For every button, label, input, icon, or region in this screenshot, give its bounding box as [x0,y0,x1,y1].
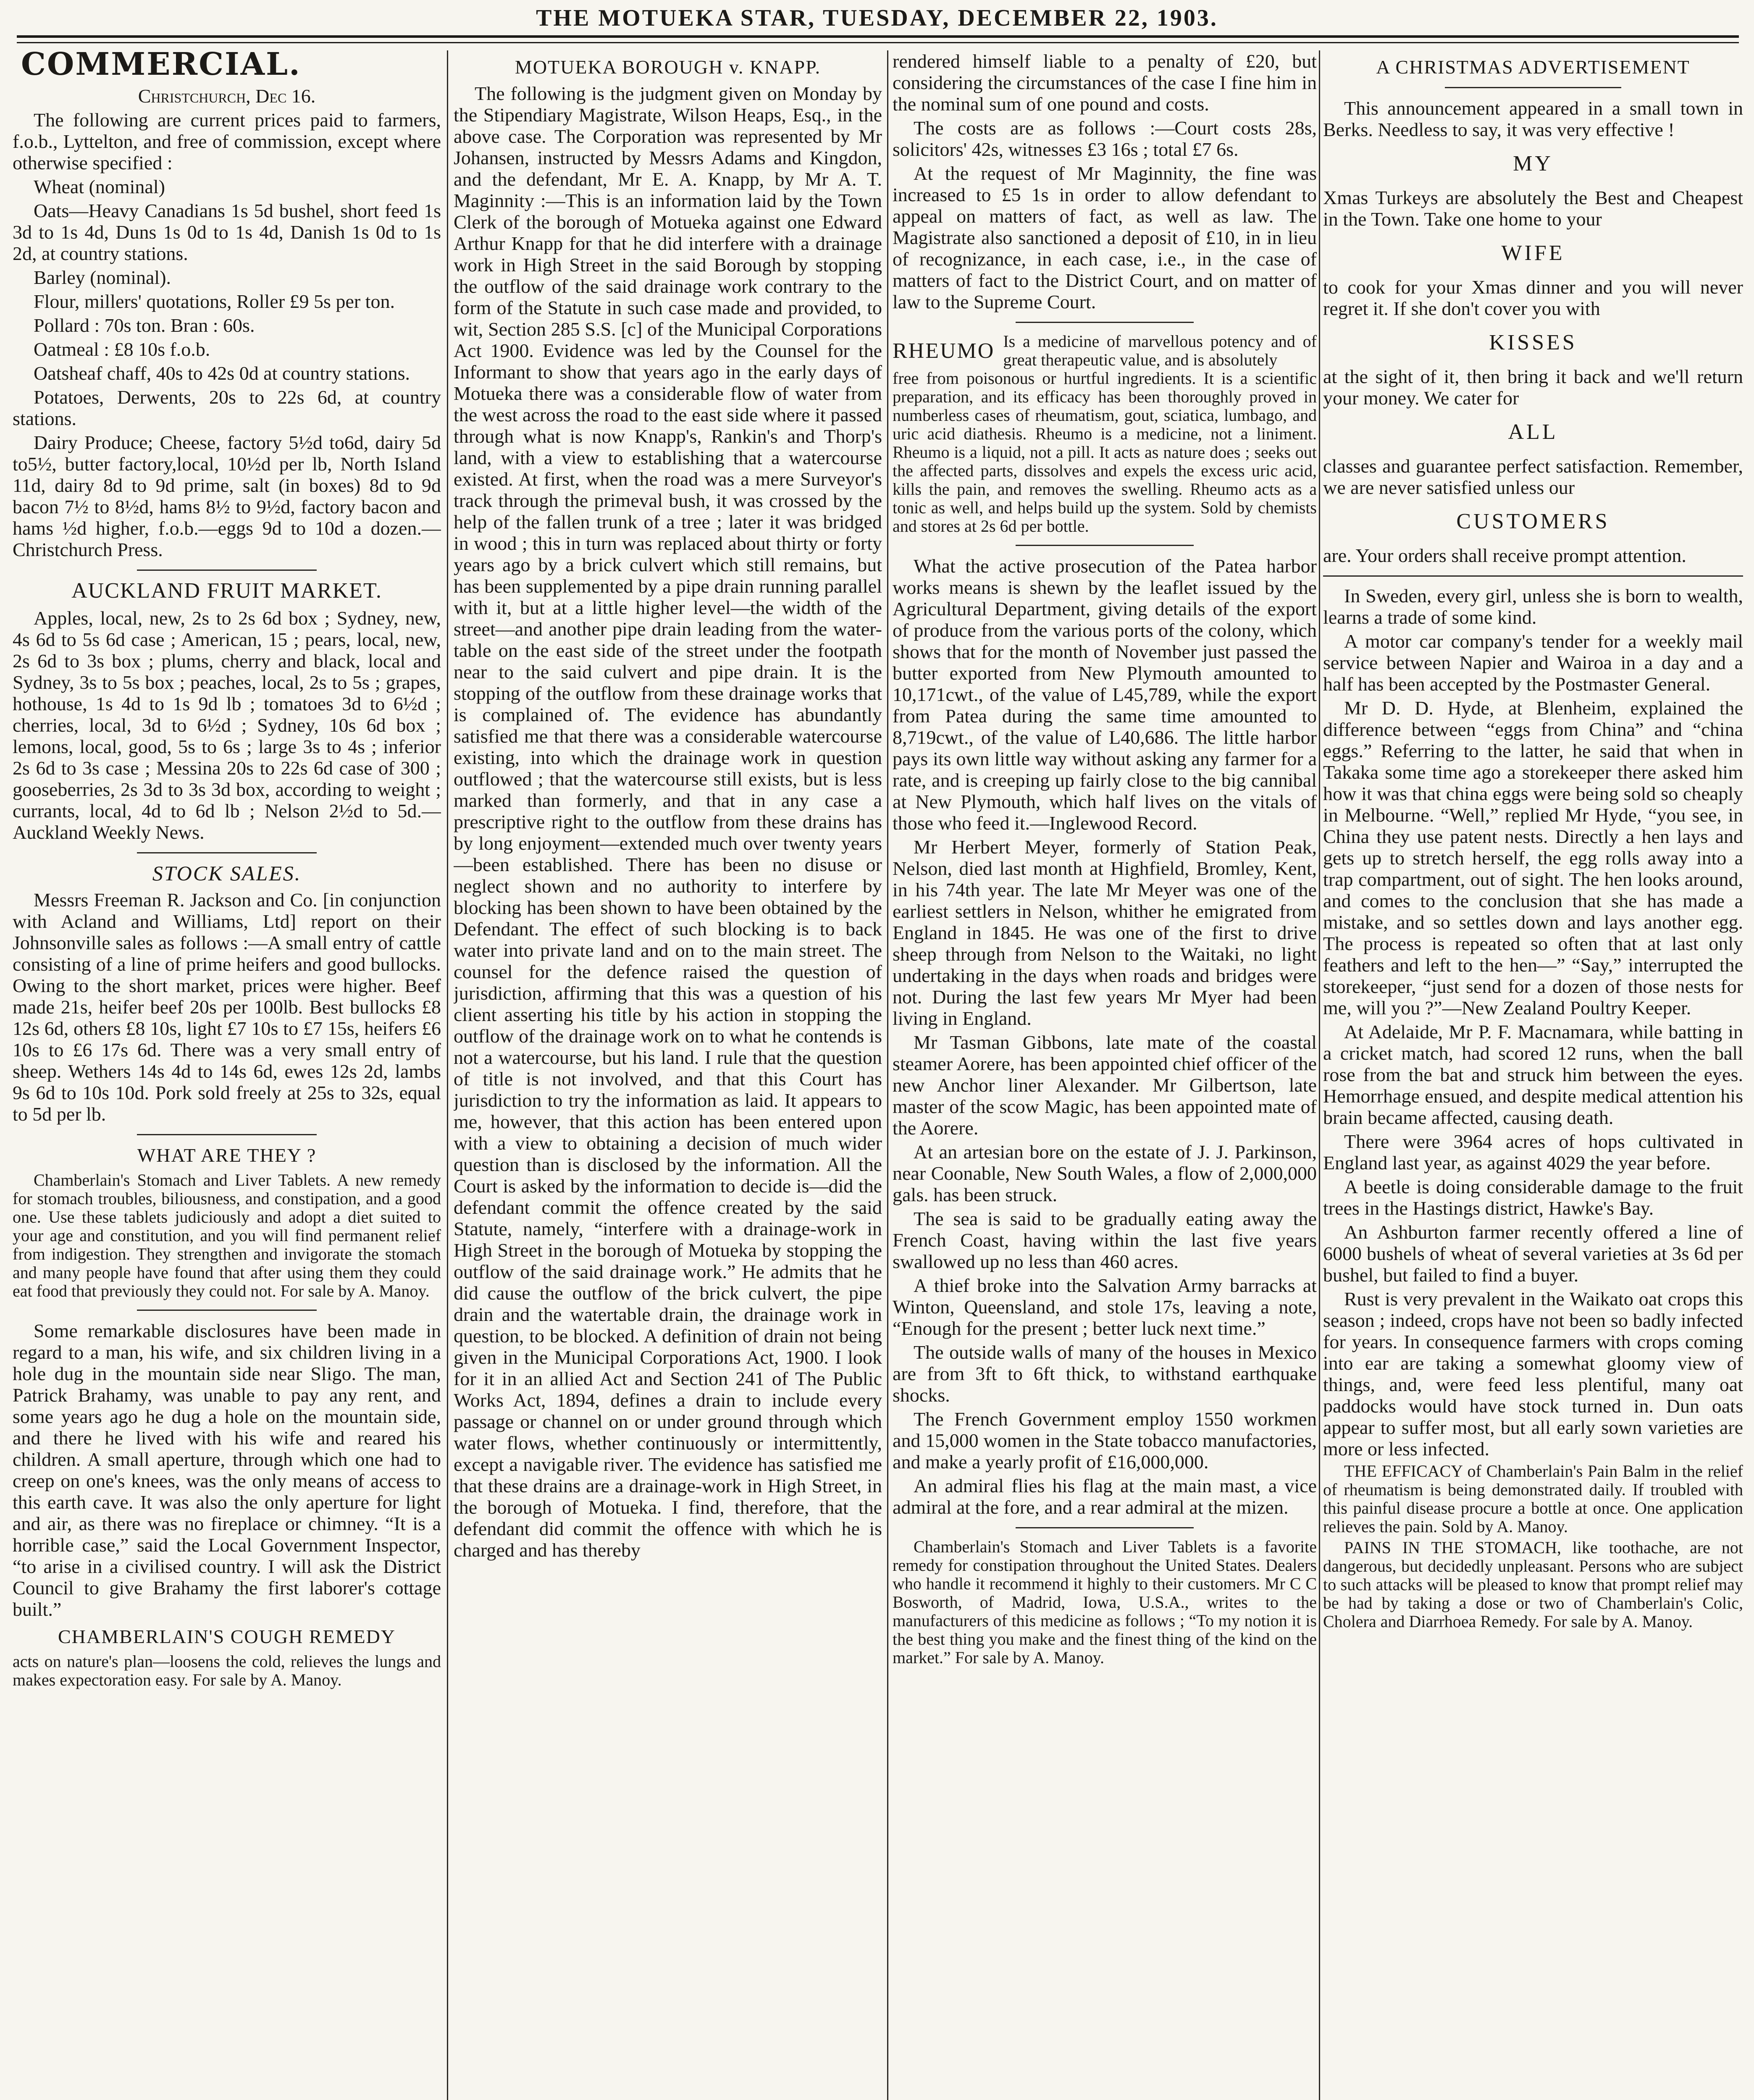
judgment-end: rendered himself liable to a penalty of £20, but considering the circumstances of the case I fine him in the nominal sum of one pound and costs. [893,50,1317,115]
commercial-item: Flour, millers' quotations, Roller £9 5s per ton. [34,291,395,312]
news-item: Rust is very prevalent in the Waikato oat crops this season ; indeed, crops have not been so badly infected for years. In consequence farmers with crops coming into ear are taking a somewhat gloomy view of things, and, were feed less plentiful, many oat paddocks would have stock turned in. Dun oats appear to suffer most, but all early sown varieties are more or less infected. [1323,1288,1743,1460]
efficacy-ad: THE EFFICACY of Chamberlain's Pain Balm in the relief of rheumatism is being demonstrated daily. If troubled with this painful disease procure a bottle at once. One application relieves the pain. Sold by A. Manoy. [1323,1462,1743,1536]
commercial-item: Potatoes, Derwents, 20s to 22s 6d, at country stations. [13,386,441,429]
section-rule [1445,87,1621,88]
christmas-ad-text: to cook for your Xmas dinner and you will never regret it. If she don't cover you with [1323,276,1743,319]
commercial-intro: The following are current prices paid to farmers, f.o.b., Lyttelton, and free of commission, except where otherwise specified : [13,109,441,173]
column-4 [1323,50,1743,2100]
news-item: Mr D. D. Hyde, at Blenheim, explained the difference between “eggs from China” and “china eggs.” Referring to the latter, he said that when in Takaka some time ago a storekeeper there asked him how it was that china eggs were being sold so cheaply in Melbourne. “Well,” replied Mr Hyde, “you see, in China they use patent nests. Directly a hen lays and gets up to stretch herself, the egg rolls away into a trap compartment, out of sight. The hen looks around, and comes to the conclusion that she has made a mistake, and so settles down and lays another egg. The process is repeated so often that at last only feathers and left to the hen—” “Say,” interrupted the storekeeper, “just send for a dozen of those nests for me, will you ?”—New Zealand Poultry Keeper. [1323,697,1743,1018]
news-item: An admiral flies his flag at the main mast, a vice admiral at the fore, and a rear admiral at the mizen. [893,1475,1317,1518]
news-item: In Sweden, every girl, unless she is born to wealth, learns a trade of some kind. [1323,585,1743,628]
knapp-heading: MOTUEKA BOROUGH v. KNAPP. [515,56,821,78]
sligo-article: Some remarkable disclosures have been made in regard to a man, his wife, and six children living in a hole dug in the mountain side near Sligo. The man, Patrick Brahamy, was unable to pay any rent, and some years ago he dug a hole on the mountain side, and there he lived with his wife and reared his children. A small aperture, through which one had to creep on one's knees, was the only means of access to this earth cave. It was also the only aperture for light and air, as there was no fireplace or chimney. “It is a horrible case,” said the Local Government Inspector, “to arise in a civilised country. I will ask the District Council to give Brahamy the first laborer's cottage built.” [13,1320,441,1620]
masthead-title: THE MOTUEKA STAR, TUESDAY, DECEMBER 22, 1903. [536,5,1218,31]
christmas-ad-word: MY [1513,152,1553,176]
commercial-item: Pollard : 70s ton. Bran : 60s. [34,315,255,336]
commercial-heading: COMMERCIAL. [21,50,301,82]
section-rule [1016,1527,1194,1528]
section-rule [1016,545,1194,546]
masthead-rule [17,35,1739,43]
cough-heading: CHAMBERLAIN'S COUGH REMEDY [58,1626,396,1647]
section-rule [137,1310,317,1311]
christmas-ad-text: are. Your orders shall receive prompt attention. [1323,545,1686,566]
column-divider [1319,50,1320,2100]
section-rule [137,1134,317,1135]
news-item: What the active prosecution of the Patea harbor works means is shewn by the leaflet issued by the Agricultural Department, giving details of the export of produce from the various ports of the colony, which shows that for the month of November just passed the butter exported from New Plymouth amounted to 10,171cwt., of the value of L45,789, while the export from Patea during the same time amounted to 8,719cwt., of the value of L40,686. The little harbor pays its own little way without asking any farmer for a rate, and is creeping up fairly close to the big cannibal at New Plymouth, which half lives on the vitals of those who feed it.—Inglewood Record. [893,555,1317,834]
what-text: Chamberlain's Stomach and Liver Tablets. A new remedy for stomach troubles, biliousness, and constipation, and a good one. Use these tablets judiciously and adopt a diet suited to your age and constitution, and you will find permanent relief from indigestion. They strengthen and invigorate the stomach and many people have found that after using them they could eat food that previously they could not. For sale by A. Manoy. [13,1171,441,1300]
commercial-item: Oatmeal : £8 10s f.o.b. [34,339,210,360]
news-item: A beetle is doing considerable damage to the fruit trees in the Hastings district, Hawke's Bay. [1323,1176,1743,1219]
news-item: A thief broke into the Salvation Army barracks at Winton, Queensland, and stole 17s, leaving a note, “Enough for the present ; better luck next time.” [893,1275,1317,1339]
news-item: At Adelaide, Mr P. F. Macnamara, while batting in a cricket match, had scored 12 runs, when the ball rose from the bat and struck him between the eyes. Hemorrhage ensued, and despite medical attention his brain became affected, causing death. [1323,1021,1743,1128]
cough-text: acts on nature's plan—loosens the cold, relieves the lungs and makes expectoration easy. For sale by A. Manoy. [13,1652,441,1689]
stock-heading: STOCK SALES. [152,861,302,885]
news-item: A motor car company's tender for a weekly mail service between Napier and Wairoa in a day and a half has been accepted by the Postmaster General. [1323,630,1743,695]
christmas-ad-text: This announcement appeared in a small town in Berks. Needless to say, it was very effective ! [1323,97,1743,140]
commercial-dateline: Christchurch, Dec 16. [138,85,316,107]
judgment-costs: The costs are as follows :—Court costs 28s, solicitors' 42s, witnesses £3 16s ; total £7 6s. [893,117,1317,160]
christmas-ad [1323,56,1743,577]
tablets-ad: Chamberlain's Stomach and Liver Tablets is a favorite remedy for constipation throughout the United States. Dealers who handle it recommend it highly to their customers. Mr C C Bosworth, of Madrid, Iowa, U.S.A., writes to the manufacturers of this medicine as follows ; “To my notion it is the best thing you make and the finest thing of the kind on the market.” For sale by A. Manoy. [893,1537,1317,1667]
commercial-item: Barley (nominal). [34,267,171,288]
stock-text: Messrs Freeman R. Jackson and Co. [in conjunction with Acland and Williams, Ltd] report on their Johnsonville sales as follows :—A small entry of cattle consisting of a line of prime heifers and good bullocks. Owing to the short market, prices were higher. Beef made 21s, heifer beef 20s per 100lb. Best bullocks £8 12s 6d, others £8 10s, light £7 10s to £7 15s, heifers £6 10s to £6 17s 6d. There was a very small entry of sheep. Wethers 14s 4d to 14s 6d, ewes 12s 2d, lambs 9s 6d to 10s 10d. Pork sold freely at 25s to 32s, equal to 5d per lb. [13,889,441,1125]
news-item: The outside walls of many of the houses in Mexico are from 3ft to 6ft thick, to withstand earthquake shocks. [893,1341,1317,1406]
christmas-ad-text: Xmas Turkeys are absolutely the Best and Cheapest in the Town. Take one home to your [1323,187,1743,230]
section-rule [137,570,317,571]
commercial-item: Dairy Produce; Cheese, factory 5½d to6d, dairy 5d to5½, butter factory,local, 10½d per lb, North Island 11d, dairy 8d to 9d prime, salt (in boxes) 8d to 9d bacon 7½ to 8½d, hams 8½ to 9½d, factory bacon and hams ½d higher, f.o.b.—eggs 9d to 10d a dozen.—Christchurch Press. [13,432,441,560]
pains-ad: PAINS IN THE STOMACH, like toothache, are not dangerous, but decidedly unpleasant. Persons who are subject to such attacks will be pleased to know that prompt relief may be had by taking a dose or two of Chamberlain's Colic, Cholera and Diarrhoea Remedy. For sale by A. Manoy. [1323,1538,1743,1631]
section-rule [1016,322,1194,323]
news-item: There were 3964 acres of hops cultivated in England last year, as against 4029 the year before. [1323,1131,1743,1173]
commercial-item: Oats—Heavy Canadians 1s 5d bushel, short feed 1s 3d to 1s 4d, Duns 1s 0d to 1s 4d, Danish 1s 0d to 1s 2d, at country stations. [13,200,441,264]
section-rule [137,852,317,853]
column-2 [454,50,882,2100]
commercial-item: Oatsheaf chaff, 40s to 42s 0d at country stations. [34,362,410,384]
rheumo-text: free from poisonous or hurtful ingredients. It is a scientific preparation, and its efficacy has been thoroughly proved in numberless cases of rheumatism, gout, sciatica, lumbago, and uric acid diathesis. Rheumo is a medicine, not a liniment. Rheumo is a liquid, not a pill. It acts as nature does ; seeks out the affected parts, dissolves and expels the excess uric acid, kills the pain, and removes the swelling. Rheumo acts as a tonic as well, and helps build up the system. Sold by chemists and stores at 2s 6d per bottle. [893,369,1317,536]
christmas-ad-text: classes and guarantee perfect satisfaction. Remember, we are never satisfied unless our [1323,455,1743,498]
news-item: Mr Tasman Gibbons, late mate of the coastal steamer Aorere, has been appointed chief officer of the new Anchor liner Alexander. Mr Gilbertson, late master of the scow Magic, has been appointed mate of the Aorere. [893,1032,1317,1139]
rheumo-ad-header [893,332,1317,369]
news-item: The sea is said to be gradually eating away the French Coast, having within the last five years swallowed up no less than 460 acres. [893,1208,1317,1272]
commercial-item: Wheat (nominal) [34,176,165,197]
christmas-ad-heading: A CHRISTMAS ADVERTISEMENT [1376,56,1690,78]
column-1 [13,50,441,2100]
column-3 [893,50,1317,2100]
christmas-ad-word: WIFE [1501,241,1565,265]
news-item: An Ashburton farmer recently offered a line of 6000 bushels of wheat of several varieties at 3s 6d per bushel, but failed to find a buyer. [1323,1221,1743,1286]
rheumo-word: RHEUMO [893,339,995,363]
knapp-judgment: The following is the judgment given on Monday by the Stipendiary Magistrate, Wilson Heaps, Esq., in the above case. The Corporation was represented by Mr Johansen, instructed by Messrs Adams and Kingdon, and the defendant, Mr E. A. Knapp, by Mr A. T. Maginnity :—This is an information laid by the Town Clerk of the borough of Motueka against one Edward Arthur Knapp for that he did interfere with a drainage work in High Street in the said Borough by stopping the outflow of the said drainage work contrary to the form of the Statute in such case made and provided, to wit, Section 285 S.S. [c] of the Municipal Corporations Act 1900. Evidence was led by the Counsel for the Informant to show that years ago in the early days of Motueka there was a considerable flow of water from the west across the road to the east side where it passed through what is now Knapp's, Rankin's and Thorp's land, with a view to establishing that a watercourse existed. At first, when the road was a mere Surveyor's track through the primeval bush, it was crossed by the help of the fallen trunk of a tree ; later it was bridged in wood ; this in turn was replaced about thirty or forty years ago by a brick culvert which still remains, but has been supplemented by a pipe drain running parallel with it, but at a little higher level—the width of the street—and another pipe drain leading from the water-table on the east side of the street under the footpath near to the said culvert and pipe drain. It is the stopping of the outflow from these drainage works that is complained of. The evidence has abundantly satisfied me that there was a considerable watercourse existing, into which the drainage work in question outflowed ; that the watercourse still exists, but is less marked than formerly, and that in any case a prescriptive right to the outflow from these drains has by long enjoyment—extended much over twenty years—been established. There has been no disuse or neglect shown and no authority to interfere by blocking has been shown to have been obtained by the Defendant. The effect of such blocking is to back water into private land and on to the main street. The counsel for the defence raised the question of jurisdiction, affirming that this was a question of his client asserting his title by his action in stopping the outflow of the drainage work on to what he contends is not a watercourse, but his land. I rule that the question of title is not involved, and that this Court has jurisdiction to try the information as laid. It appears to me, however, that this action has been entered upon with a view to obtaining a decision of much wider question than is disclosed by the information. All the Court is asked by the information to decide is—did the defendant commit the offence created by the said Statute, namely, “interfere with a drainage-work in High Street in the borough of Motueka by stopping the outflow of the said drainage work.” He admits that he did cause the outflow of the brick culvert, the pipe drain and the watertable drain, the drainage work in question, to be blocked. A definition of drain not being given in the Municipal Corporations Act, 1900. I look for it in an allied Act and Section 241 of The Public Works Act, 1894, defines a drain to include every passage or channel on or under ground through which water flows, whether continuously or intermittently, except a navigable river. The evidence has satisfied me that these drains are a drainage-work in High Street, in the borough of Motueka. I find, therefore, that the defendant did commit the offence with which he is charged and has thereby [454,83,882,1561]
column-divider [887,50,888,2100]
news-item: The French Government employ 1550 workmen and 15,000 women in the State tobacco manufactories, and make a yearly profit of £16,000,000. [893,1408,1317,1473]
christmas-ad-word: KISSES [1489,331,1577,354]
christmas-ad-word: ALL [1508,420,1558,444]
news-item: At an artesian bore on the estate of J. J. Parkinson, near Coonable, New South Wales, a flow of 2,000,000 gals. has been struck. [893,1141,1317,1205]
what-heading: WHAT ARE THEY ? [137,1144,317,1166]
auckland-text: Apples, local, new, 2s to 2s 6d box ; Sydney, new, 4s 6d to 5s 6d case ; American, 15 ; pears, local, new, 2s 6d to 3s box ; plums, cherry and black, local and Sydney, 3s to 5s box ; peaches, local, 2s to 5s ; grapes, hothouse, 1s 4d to 1s 9d lb ; tomatoes 3d to 6½d ; cherries, local, 3d to 6½d ; Sydney, 10s 6d box ; lemons, local, good, 5s to 6s ; large 3s to 4s ; inferior 2s 6d to 3s case ; Messina 20s to 22s 6d case of 300 ; gooseberries, 2s 3d to 3s 3d box, according to weight ; currants, local, 4d to 6d lb ; Nelson 2½d to 5d.—Auckland Weekly News. [13,607,441,843]
judgment-appeal: At the request of Mr Maginnity, the fine was increased to £5 1s in order to allow defendant to appeal on matters of fact, as well as law. The Magistrate also sanctioned a deposit of £10, in in lieu of recognizance, in each case, i.e., in the case of matters of fact to the District Court, and on matter of law to the Supreme Court. [893,163,1317,312]
news-item: Mr Herbert Meyer, formerly of Station Peak, Nelson, died last month at Highfield, Bromley, Kent, in his 74th year. The late Mr Meyer was one of the earliest settlers in Nelson, whither he emigrated from England in 1845. He was one of the first to drive sheep through from Nelson to the Waitaki, no light undertaking in the days when roads and bridges were not. During the last few years Mr Myer had been living in England. [893,836,1317,1029]
column-divider [447,50,448,2100]
christmas-ad-word: CUSTOMERS [1456,509,1610,533]
rheumo-side: Is a medicine of marvellous potency and of great therapeutic value, and is absolutely [1003,332,1317,369]
christmas-ad-text: at the sight of it, then bring it back and we'll return your money. We cater for [1323,366,1743,409]
auckland-heading: AUCKLAND FRUIT MARKET. [71,579,382,603]
